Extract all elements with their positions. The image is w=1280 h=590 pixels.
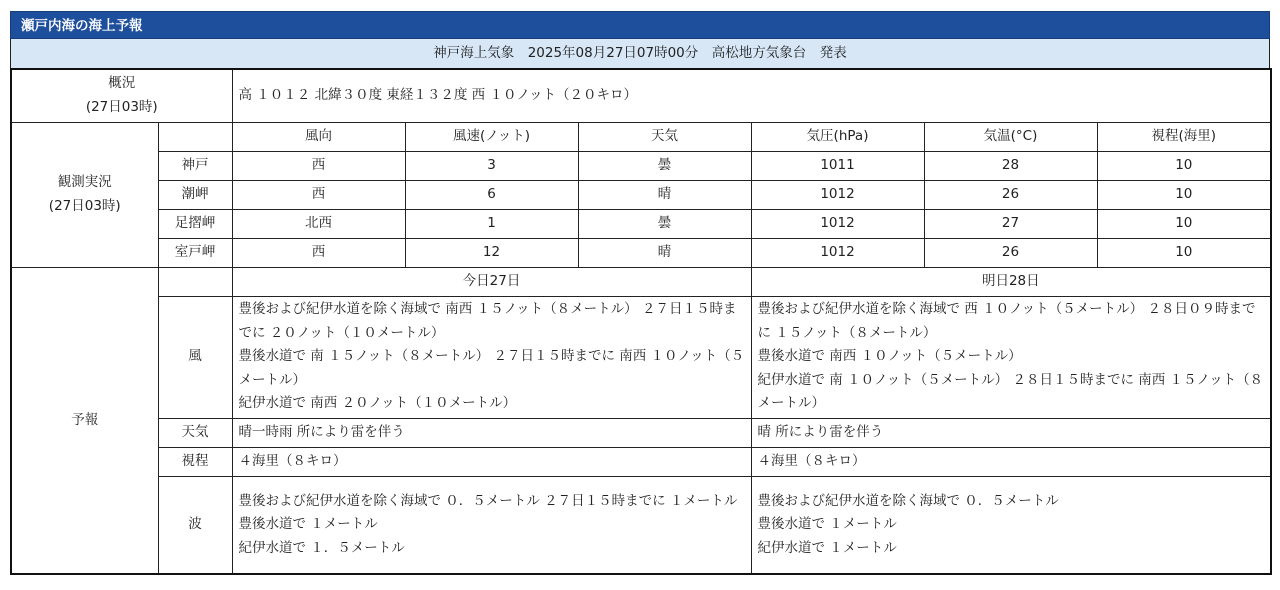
obs-cell: 晴 xyxy=(578,180,751,209)
wind-day1: 豊後および紀伊水道を除く海域で 南西 １５ノット（８メートル） ２７日１５時までに ２０ノット（１０メートル） 豊後水道で 南 １５ノット（８メートル） ２７日１５時までに 南西 １０ノット（５メートル） 紀伊水道で 南西 ２０ノット（１０メートル） xyxy=(232,296,751,418)
obs-cell: 西 xyxy=(232,180,405,209)
obs-cell: 10 xyxy=(1097,180,1271,209)
obs-cell: 曇 xyxy=(578,209,751,238)
table-row xyxy=(11,238,1271,267)
obs-cell: 6 xyxy=(405,180,578,209)
obs-cell: 28 xyxy=(924,151,1097,180)
weather-day2: 晴 所により雷を伴う xyxy=(751,418,1271,447)
waves-label: 波 xyxy=(158,476,232,574)
observation-header-row xyxy=(11,122,1271,151)
visibility-label: 視程 xyxy=(158,447,232,476)
obs-cell: 北西 xyxy=(232,209,405,238)
issued-header: 神戸海上気象 2025年08月27日07時00分 高松地方気象台 発表 xyxy=(10,39,1270,68)
weather-day1: 晴一時雨 所により雷を伴う xyxy=(232,418,751,447)
obs-cell: 3 xyxy=(405,151,578,180)
station-name: 室戸岬 xyxy=(158,238,232,267)
header-weather: 天気 xyxy=(578,122,751,151)
observation-header-blank xyxy=(158,122,232,151)
header-temperature: 気温(°C) xyxy=(924,122,1097,151)
obs-cell: 1011 xyxy=(751,151,924,180)
header-pressure: 気圧(hPa) xyxy=(751,122,924,151)
obs-cell: 西 xyxy=(232,151,405,180)
wind-label: 風 xyxy=(158,296,232,418)
forecast-weather-row xyxy=(11,418,1271,447)
obs-cell: 26 xyxy=(924,238,1097,267)
forecast-wind-row xyxy=(11,296,1271,418)
waves-day1: 豊後および紀伊水道を除く海域で ０．５メートル ２７日１５時までに １メートル 豊後水道で １メートル 紀伊水道で １．５メートル xyxy=(232,476,751,574)
forecast-waves-row xyxy=(11,476,1271,574)
obs-cell: 10 xyxy=(1097,209,1271,238)
table-row xyxy=(11,180,1271,209)
forecast-header-row xyxy=(11,267,1271,296)
obs-cell: 曇 xyxy=(578,151,751,180)
marine-forecast-panel xyxy=(10,11,1270,575)
station-name: 神戸 xyxy=(158,151,232,180)
forecast-label: 予報 xyxy=(11,267,158,574)
obs-cell: 10 xyxy=(1097,151,1271,180)
observation-label: 観測実況 (27日03時) xyxy=(11,122,158,267)
table-row xyxy=(11,151,1271,180)
overview-label: 概況 (27日03時) xyxy=(11,69,232,122)
forecast-header-blank xyxy=(158,267,232,296)
obs-cell: 1012 xyxy=(751,238,924,267)
station-name: 足摺岬 xyxy=(158,209,232,238)
visibility-day2: ４海里（８キロ） xyxy=(751,447,1271,476)
forecast-visibility-row xyxy=(11,447,1271,476)
obs-cell: 1012 xyxy=(751,209,924,238)
obs-cell: 西 xyxy=(232,238,405,267)
obs-cell: 12 xyxy=(405,238,578,267)
obs-cell: 26 xyxy=(924,180,1097,209)
header-wind-direction: 風向 xyxy=(232,122,405,151)
station-name: 潮岬 xyxy=(158,180,232,209)
waves-day2: 豊後および紀伊水道を除く海域で ０．５メートル 豊後水道で １メートル 紀伊水道で １メートル xyxy=(751,476,1271,574)
table-row xyxy=(11,209,1271,238)
obs-cell: 晴 xyxy=(578,238,751,267)
overview-text: 高 １０１２ 北緯３０度 東経１３２度 西 １０ノット（２０キロ） xyxy=(232,69,1271,122)
header-wind-speed: 風速(ノット) xyxy=(405,122,578,151)
forecast-day2-header: 明日28日 xyxy=(751,267,1271,296)
wind-day2: 豊後および紀伊水道を除く海域で 西 １０ノット（５メートル） ２８日０９時までに １５ノット（８メートル） 豊後水道で 南西 １０ノット（５メートル） 紀伊水道で 南 １０ノット（５メートル） ２８日１５時までに 南西 １５ノット（８メートル） xyxy=(751,296,1271,418)
obs-cell: 10 xyxy=(1097,238,1271,267)
visibility-day1: ４海里（８キロ） xyxy=(232,447,751,476)
obs-cell: 1 xyxy=(405,209,578,238)
obs-cell: 27 xyxy=(924,209,1097,238)
weather-label: 天気 xyxy=(158,418,232,447)
forecast-table xyxy=(10,68,1272,575)
header-visibility: 視程(海里) xyxy=(1097,122,1271,151)
panel-title: 瀬戸内海の海上予報 xyxy=(10,11,1270,39)
forecast-day1-header: 今日27日 xyxy=(232,267,751,296)
overview-row xyxy=(11,69,1271,122)
obs-cell: 1012 xyxy=(751,180,924,209)
